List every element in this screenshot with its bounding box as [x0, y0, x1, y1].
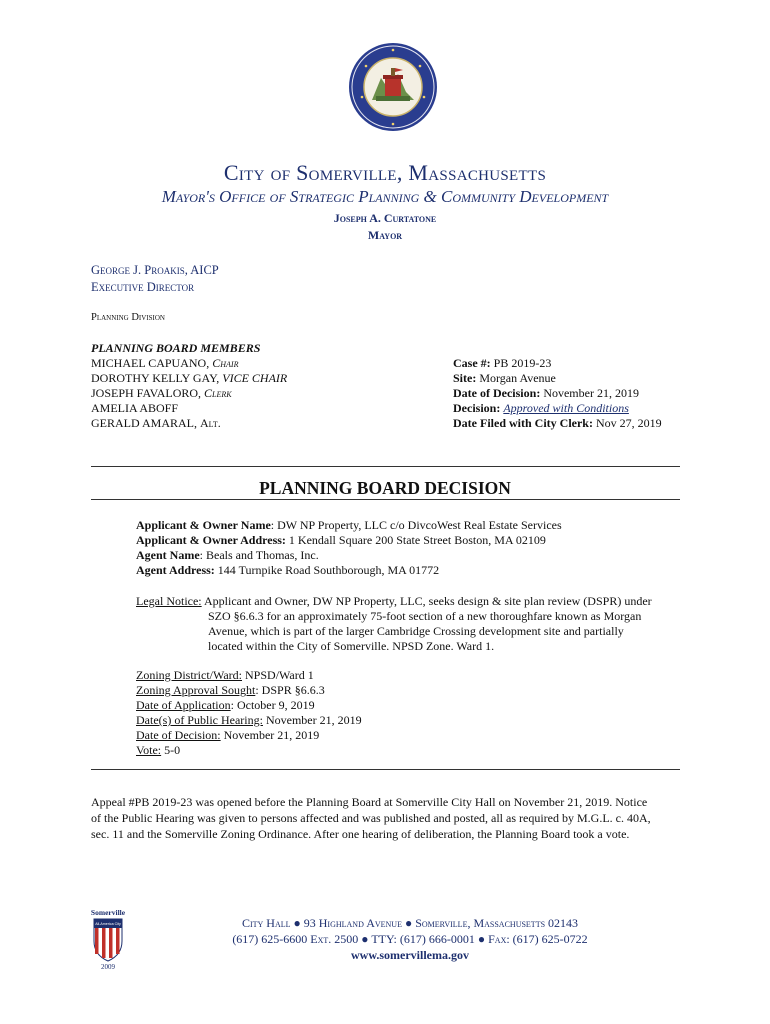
all-america-city-logo-icon — [88, 907, 128, 971]
legal-notice: Legal Notice: Applicant and Owner, DW NP Property, LLC, seeks design & site plan review (DSPR) under SZO §6.6.3 for an approximately 75-foot section of a new thoroughfare known as Morgan Avenue, which is part of the larger Cambridge Crossing development site and partially located within the City of Somerville. NPSD Zone. Ward 1. — [136, 594, 652, 653]
applicant-info — [136, 518, 562, 578]
zoning-info — [136, 668, 362, 758]
footer-contact — [150, 915, 670, 963]
logo-mid-text: All-America City — [95, 922, 121, 926]
director-name: George J. Proakis, AICP — [91, 263, 219, 277]
logo-year: 2009 — [101, 963, 115, 971]
applicant-address: Applicant & Owner Address: 1 Kendall Square 200 State Street Boston, MA 02109 — [136, 533, 546, 547]
member-item: JOSEPH FAVALORO, Clerk — [91, 386, 232, 400]
member-item: MICHAEL CAPUANO, Chair — [91, 356, 239, 370]
case-filed-date: Date Filed with City Clerk: Nov 27, 2019 — [453, 416, 662, 430]
member-item: AMELIA ABOFF — [91, 401, 179, 415]
zoning-approval: Zoning Approval Sought: DSPR §6.6.3 — [136, 683, 325, 697]
date-of-hearing: Date(s) of Public Hearing: November 21, 2019 — [136, 713, 362, 727]
planning-division: Planning Division — [91, 312, 165, 323]
page-title: PLANNING BOARD DECISION — [259, 478, 511, 498]
members-list — [91, 356, 287, 431]
agent-address: Agent Address: 144 Turnpike Road Southborough, MA 01772 — [136, 563, 440, 577]
office-title: Mayor's Office of Strategic Planning & Community Development — [161, 187, 609, 206]
director-title: Executive Director — [91, 280, 195, 294]
zoning-district: Zoning District/Ward: NPSD/Ward 1 — [136, 668, 314, 682]
case-info — [453, 356, 662, 431]
divider — [91, 499, 680, 500]
city-seal-icon — [348, 42, 438, 132]
logo-top-text: Somerville — [90, 908, 126, 917]
case-decision-date: Date of Decision: November 21, 2019 — [453, 386, 639, 400]
appeal-paragraph: Appeal #PB 2019-23 was opened before the Planning Board at Somerville City Hall on November 21, 2019. Notice of the Public Hearing was given to persons affected and was published and posted, all as required by M.G.L. c. 40A, sec. 11 and the Somerville Zoning Ordinance. After one hearing of deliberation, the Planning Board took a vote. — [91, 795, 651, 841]
member-item: DOROTHY KELLY GAY, VICE CHAIR — [91, 371, 288, 385]
footer-website[interactable]: www.somervillema.gov — [351, 948, 469, 962]
footer-phone: (617) 625-6600 Ext. 2500 ● TTY: (617) 666-0001 ● Fax: (617) 625-0722 — [232, 932, 588, 946]
city-title: City of Somerville, Massachusetts — [223, 160, 547, 185]
applicant-name: Applicant & Owner Name: DW NP Property, LLC c/o DivcoWest Real Estate Services — [136, 518, 562, 532]
footer-address: City Hall ● 93 Highland Avenue ● Somerville, Massachusetts 02143 — [241, 916, 579, 930]
date-of-application: Date of Application: October 9, 2019 — [136, 698, 315, 712]
case-decision: Decision: Approved with Conditions — [453, 401, 629, 415]
vote: Vote: 5-0 — [136, 743, 181, 757]
mayor-title: Mayor — [367, 228, 403, 242]
divider — [91, 466, 680, 467]
case-number: Case #: PB 2019-23 — [453, 356, 552, 370]
divider — [91, 769, 680, 770]
case-site: Site: Morgan Avenue — [453, 371, 556, 385]
mayor-name: Joseph A. Curtatone — [333, 211, 437, 225]
member-item: GERALD AMARAL, Alt. — [91, 416, 221, 430]
agent-name: Agent Name: Beals and Thomas, Inc. — [136, 548, 319, 562]
date-of-decision: Date of Decision: November 21, 2019 — [136, 728, 320, 742]
members-heading: PLANNING BOARD MEMBERS — [91, 341, 261, 355]
